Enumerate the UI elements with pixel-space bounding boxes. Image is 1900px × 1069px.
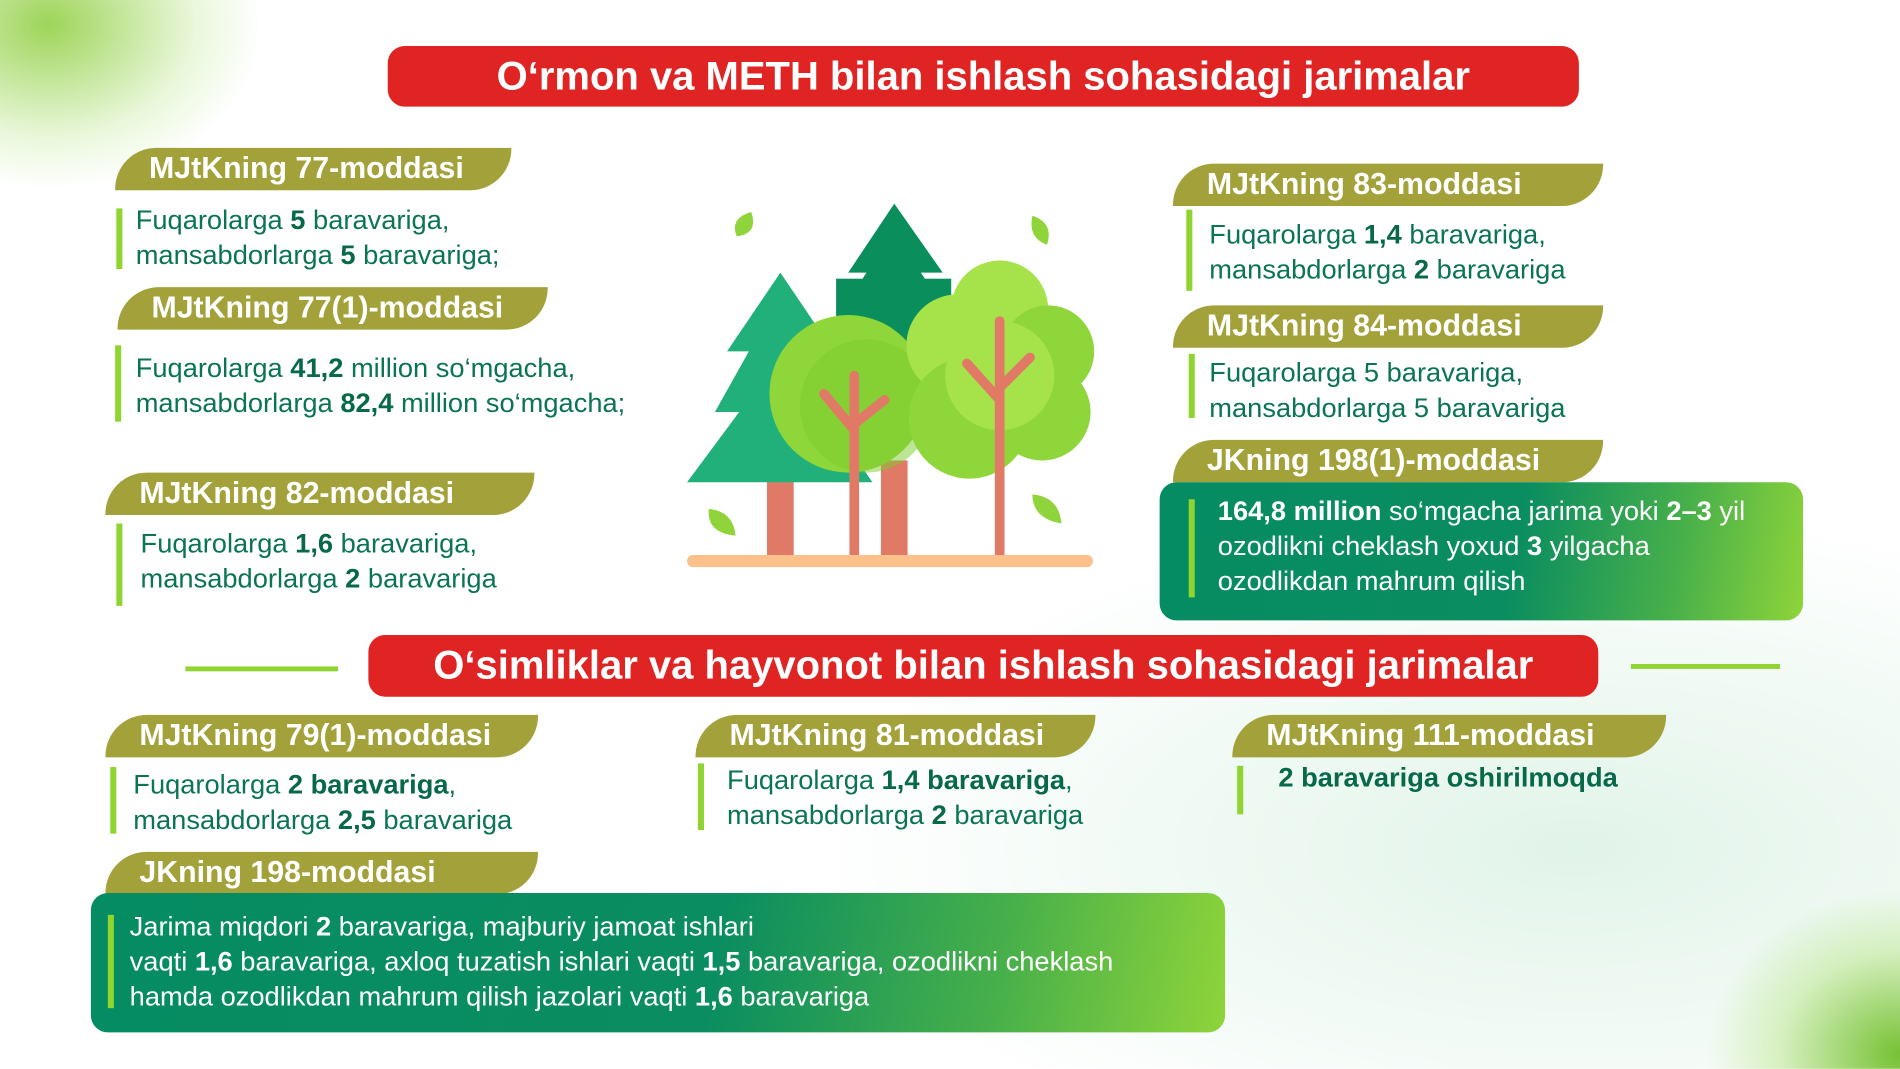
highlighted-value: 2	[316, 911, 332, 942]
text-segment: yilgacha	[1542, 530, 1650, 562]
text-line	[1209, 355, 1565, 390]
text-segment: vaqti	[129, 946, 195, 977]
text-line	[133, 802, 512, 837]
highlighted-value: 5	[290, 204, 306, 236]
highlighted-value: 2	[931, 799, 947, 831]
text-line	[130, 944, 1114, 979]
highlight-box	[91, 893, 1225, 1032]
accent-bar	[1237, 766, 1243, 814]
divider-line	[185, 666, 338, 671]
text-segment: baravariga	[946, 799, 1084, 831]
highlighted-value: 2	[345, 563, 361, 594]
text-line	[1278, 760, 1617, 795]
text-segment: mansabdorlarga	[140, 563, 346, 594]
highlighted-value: 2	[1413, 254, 1430, 285]
article-label: MJtKning 77-moddasi	[115, 148, 511, 190]
article-text	[1209, 217, 1565, 287]
text-segment: mansabdorlarga	[1209, 254, 1414, 285]
article-label: MJtKning 77(1)-moddasi	[118, 287, 548, 329]
text-segment: mansabdorlarga	[133, 804, 338, 835]
highlighted-value: 3	[1526, 530, 1543, 562]
text-segment: baravariga, ozodlikni cheklash	[740, 946, 1114, 977]
highlighted-value: 2 baravariga oshirilmoqda	[1278, 762, 1618, 793]
text-line	[1209, 217, 1565, 252]
text-segment: mansabdorlarga 5 baravariga	[1209, 392, 1566, 423]
highlight-box	[1160, 482, 1803, 620]
text-segment: Fuqarolarga	[135, 204, 291, 236]
article-text	[136, 350, 626, 420]
highlighted-value: 164,8 million	[1217, 495, 1382, 526]
text-line	[136, 202, 500, 237]
accent-bar	[110, 767, 116, 834]
text-segment: baravariga,	[333, 528, 478, 559]
text-segment: million so‘mgacha,	[343, 352, 576, 383]
text-segment: baravariga;	[355, 239, 500, 271]
text-segment: baravariga	[1429, 254, 1566, 285]
text-segment: ozodlikdan mahrum qilish	[1217, 565, 1526, 597]
highlighted-value: 1,6	[295, 528, 334, 559]
text-segment: yil	[1711, 495, 1746, 526]
article-label: JKning 198-moddasi	[105, 852, 538, 894]
highlighted-value: 2 baravariga	[287, 769, 449, 800]
text-segment: Fuqarolarga	[133, 769, 288, 800]
text-segment: mansabdorlarga	[727, 799, 932, 831]
text-line	[141, 526, 497, 561]
text-segment: Jarima miqdori	[129, 911, 317, 942]
text-line	[1209, 252, 1565, 287]
highlighted-value: 2–3	[1666, 495, 1712, 526]
highlighted-value: 82,4	[340, 387, 394, 419]
article-label: MJtKning 82-moddasi	[105, 473, 534, 515]
text-line	[133, 767, 512, 802]
accent-bar	[108, 915, 114, 1008]
text-segment: ozodlikni cheklash yoxud	[1217, 530, 1527, 562]
text-line	[136, 385, 626, 420]
accent-bar	[115, 345, 121, 421]
flora-fines-title: O‘simliklar va hayvonot bilan ishlash sohasidagi jarimalar	[368, 635, 1598, 697]
text-line	[1218, 563, 1745, 598]
highlighted-value: 1,4 baravariga	[881, 764, 1066, 795]
text-line	[130, 909, 1114, 944]
text-segment: Fuqarolarga	[1209, 219, 1364, 250]
highlighted-value: 2,5	[337, 804, 376, 835]
accent-bar	[1186, 210, 1192, 291]
text-line	[136, 350, 626, 385]
text-line	[727, 762, 1083, 797]
highlighted-value: 41,2	[290, 352, 344, 383]
accent-bar	[116, 523, 122, 605]
highlighted-value: 1,6	[194, 946, 233, 977]
article-text	[133, 767, 512, 837]
text-segment: mansabdorlarga	[135, 239, 341, 271]
text-segment: mansabdorlarga	[135, 387, 341, 419]
text-segment: million so‘mgacha;	[393, 387, 626, 419]
text-segment: baravariga, axloq tuzatish ishlari vaqti	[232, 946, 703, 977]
text-segment: baravariga,	[1401, 219, 1546, 250]
accent-bar	[1189, 499, 1195, 597]
text-segment: Fuqarolarga	[140, 528, 296, 559]
article-text	[1218, 493, 1745, 598]
text-segment: baravariga	[732, 981, 870, 1012]
text-line	[1209, 390, 1565, 425]
highlighted-value: 1,4	[1363, 219, 1402, 250]
forest-fines-title: O‘rmon va METH bilan ishlash sohasidagi jarimalar	[388, 46, 1579, 107]
text-segment: ,	[448, 769, 457, 800]
text-line	[1218, 528, 1745, 563]
text-segment: so‘mgacha jarima yoki	[1381, 495, 1667, 526]
highlighted-value: 1,5	[702, 946, 741, 977]
accent-bar	[698, 763, 704, 830]
article-text	[141, 526, 497, 596]
article-label: MJtKning 83-moddasi	[1173, 164, 1603, 206]
article-text	[136, 202, 500, 272]
text-line	[727, 797, 1083, 832]
text-segment: Fuqarolarga	[135, 352, 291, 383]
trees-icon	[679, 194, 1103, 576]
article-label: MJtKning 81-moddasi	[696, 715, 1096, 757]
text-line	[141, 561, 497, 596]
text-segment: baravariga	[360, 563, 497, 594]
text-line	[1218, 493, 1745, 528]
highlighted-value: 1,6	[694, 981, 733, 1012]
article-label: JKning 198(1)-moddasi	[1173, 440, 1603, 482]
text-segment: Fuqarolarga 5 baravariga,	[1209, 357, 1524, 388]
article-label: MJtKning 84-moddasi	[1173, 305, 1603, 347]
article-text	[1278, 760, 1617, 795]
text-segment: baravariga,	[305, 204, 450, 236]
accent-bar	[116, 208, 122, 269]
article-text	[727, 762, 1083, 832]
text-segment: baravariga, majburiy jamoat ishlari	[331, 911, 754, 942]
article-label: MJtKning 79(1)-moddasi	[105, 715, 538, 757]
highlighted-value: 5	[340, 239, 356, 271]
text-segment: hamda ozodlikdan mahrum qilish jazolari vaqti	[129, 981, 695, 1012]
article-text	[1209, 355, 1565, 425]
text-segment: baravariga	[375, 804, 513, 835]
text-line	[136, 237, 500, 272]
text-segment: ,	[1065, 764, 1073, 795]
accent-bar	[1189, 354, 1195, 418]
divider-line	[1631, 664, 1780, 669]
text-segment: Fuqarolarga	[727, 764, 882, 795]
text-line	[130, 979, 1114, 1014]
article-label: MJtKning 111-moddasi	[1232, 715, 1666, 757]
article-text	[130, 909, 1114, 1014]
